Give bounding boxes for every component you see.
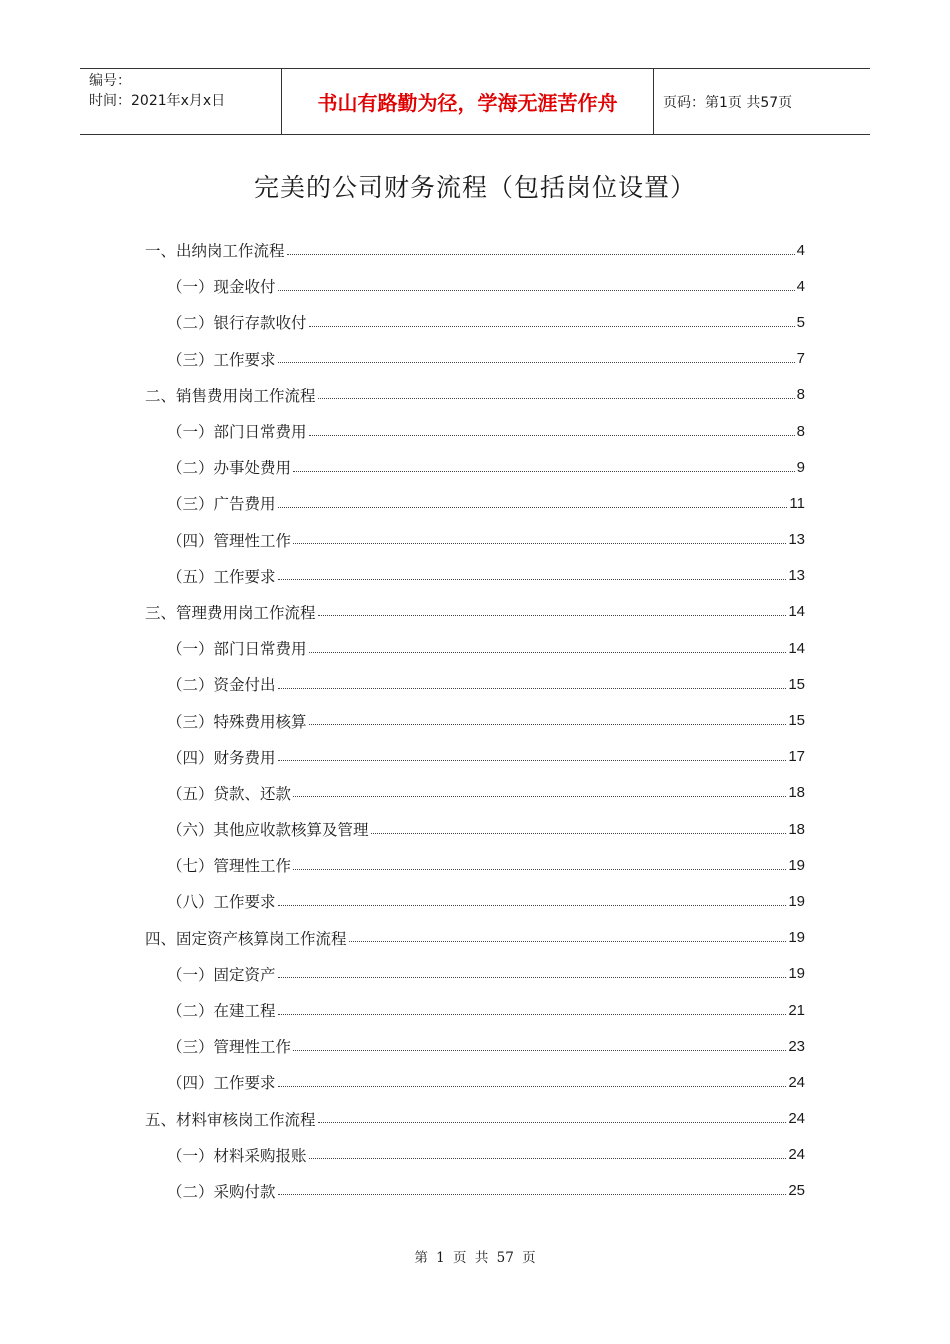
toc-entry[interactable] (145, 304, 805, 340)
dot-leader (278, 688, 787, 689)
toc-entry-title: （三）工作要求 (167, 350, 276, 369)
dot-leader (293, 869, 786, 870)
dot-leader (309, 724, 787, 725)
toc-entry[interactable] (145, 666, 805, 702)
toc-entry-title: （二）银行存款收付 (167, 314, 307, 333)
toc-entry-title: （一）部门日常费用 (167, 640, 307, 659)
dot-leader (278, 507, 788, 508)
toc-entry-page: 17 (788, 748, 805, 766)
toc-entry-title: （二）采购付款 (167, 1182, 276, 1201)
toc-entry-page: 4 (796, 277, 805, 295)
toc-entry-page: 9 (796, 458, 805, 476)
toc-entry-page: 15 (788, 675, 805, 693)
toc-entry[interactable] (145, 847, 805, 883)
toc-entry-page: 5 (796, 313, 805, 331)
toc-entry-page: 24 (788, 1073, 805, 1091)
toc-entry-page: 19 (788, 892, 805, 910)
dot-leader (278, 1014, 787, 1015)
toc-entry[interactable] (145, 1028, 805, 1064)
toc-entry-page: 13 (788, 531, 805, 549)
toc-entry[interactable] (145, 449, 805, 485)
toc-entry[interactable] (145, 377, 805, 413)
toc-entry[interactable] (145, 883, 805, 919)
toc-entry-page: 14 (788, 639, 805, 657)
toc-entry-page: 19 (788, 929, 805, 947)
toc-entry-title: （四）财务费用 (167, 748, 276, 767)
toc-entry[interactable] (145, 920, 805, 956)
toc-entry-title: 二、销售费用岗工作流程 (145, 386, 316, 405)
toc-entry-title: 三、管理费用岗工作流程 (145, 603, 316, 622)
toc-entry-title: （二）在建工程 (167, 1002, 276, 1021)
toc-entry-title: 四、固定资产核算岗工作流程 (145, 929, 347, 948)
date-label: 时间：2021年x月x日 (89, 93, 226, 109)
toc-entry-page: 21 (788, 1001, 805, 1019)
dot-leader (278, 977, 787, 978)
toc-entry[interactable] (145, 1137, 805, 1173)
page-footer: 第 1 页 共 57 页 (414, 1250, 536, 1266)
document-title: 完美的公司财务流程（包括岗位设置） (253, 173, 696, 202)
toc-entry-title: （三）特殊费用核算 (167, 712, 307, 731)
toc-entry-title: （一）部门日常费用 (167, 423, 307, 442)
toc-entry[interactable] (145, 1064, 805, 1100)
dot-leader (278, 760, 787, 761)
dot-leader (309, 326, 795, 327)
toc-entry-page: 24 (788, 1146, 805, 1164)
toc-entry[interactable] (145, 413, 805, 449)
dot-leader (293, 1050, 786, 1051)
toc-entry-title: 五、材料审核岗工作流程 (145, 1110, 316, 1129)
toc-entry[interactable] (145, 268, 805, 304)
header-motto: 书山有路勤为径，学海无涯苦作舟 (282, 69, 654, 134)
toc-entry[interactable] (145, 992, 805, 1028)
toc-entry-title: （一）现金收付 (167, 278, 276, 297)
dot-leader (278, 1194, 787, 1195)
header-meta-cell (80, 69, 282, 134)
dot-leader (293, 543, 786, 544)
dot-leader (309, 652, 787, 653)
toc-entry-title: 一、出纳岗工作流程 (145, 242, 285, 261)
toc-entry-title: （一）固定资产 (167, 965, 276, 984)
dot-leader (293, 471, 795, 472)
toc-entry-page: 19 (788, 965, 805, 983)
dot-leader (278, 905, 787, 906)
toc-entry[interactable] (145, 702, 805, 738)
dot-leader (349, 941, 787, 942)
toc-entry-title: （二）办事处费用 (167, 459, 292, 478)
dot-leader (278, 579, 787, 580)
toc-entry-page: 14 (788, 603, 805, 621)
toc-entry-page: 4 (796, 241, 805, 259)
toc-entry[interactable] (145, 485, 805, 521)
toc-entry-page: 18 (788, 820, 805, 838)
dot-leader (318, 615, 787, 616)
toc-entry-page: 23 (788, 1037, 805, 1055)
dot-leader (293, 796, 786, 797)
toc-entry-page: 18 (788, 784, 805, 802)
toc-entry-page: 7 (796, 350, 805, 368)
toc-entry-page: 19 (788, 856, 805, 874)
toc-entry[interactable] (145, 811, 805, 847)
dot-leader (287, 254, 795, 255)
toc-entry-page: 11 (789, 494, 805, 512)
dot-leader (309, 1158, 787, 1159)
toc-entry[interactable] (145, 1101, 805, 1137)
dot-leader (309, 435, 795, 436)
toc-entry-title: （五）工作要求 (167, 567, 276, 586)
dot-leader (278, 290, 795, 291)
table-of-contents (145, 232, 805, 1209)
toc-entry-title: （七）管理性工作 (167, 857, 292, 876)
toc-entry[interactable] (145, 594, 805, 630)
toc-entry-page: 8 (796, 422, 805, 440)
toc-entry-title: （六）其他应收款核算及管理 (167, 821, 369, 840)
toc-entry-page: 25 (788, 1182, 805, 1200)
toc-entry-title: （一）材料采购报账 (167, 1146, 307, 1165)
toc-entry-title: （三）广告费用 (167, 495, 276, 514)
toc-entry[interactable] (145, 1173, 805, 1209)
toc-entry[interactable] (145, 775, 805, 811)
toc-entry-page: 8 (796, 386, 805, 404)
toc-entry-title: （四）工作要求 (167, 1074, 276, 1093)
dot-leader (318, 398, 795, 399)
toc-entry[interactable] (145, 341, 805, 377)
header-page-info: 页码：第1页 共57页 (663, 94, 793, 111)
document-header (80, 68, 870, 135)
toc-entry[interactable] (145, 630, 805, 666)
toc-entry[interactable] (145, 739, 805, 775)
toc-entry-title: （三）管理性工作 (167, 1038, 292, 1057)
toc-entry[interactable] (145, 232, 805, 268)
toc-entry[interactable] (145, 522, 805, 558)
toc-entry-title: （二）资金付出 (167, 676, 276, 695)
number-label: 编号： (89, 73, 131, 89)
dot-leader (278, 362, 795, 363)
toc-entry[interactable] (145, 558, 805, 594)
dot-leader (318, 1122, 787, 1123)
toc-entry-title: （五）贷款、还款 (167, 784, 292, 803)
toc-entry-title: （四）管理性工作 (167, 531, 292, 550)
dot-leader (371, 833, 787, 834)
toc-entry[interactable] (145, 956, 805, 992)
toc-entry-page: 13 (788, 567, 805, 585)
toc-entry-page: 15 (788, 712, 805, 730)
dot-leader (278, 1086, 787, 1087)
toc-entry-title: （八）工作要求 (167, 893, 276, 912)
toc-entry-page: 24 (788, 1110, 805, 1128)
